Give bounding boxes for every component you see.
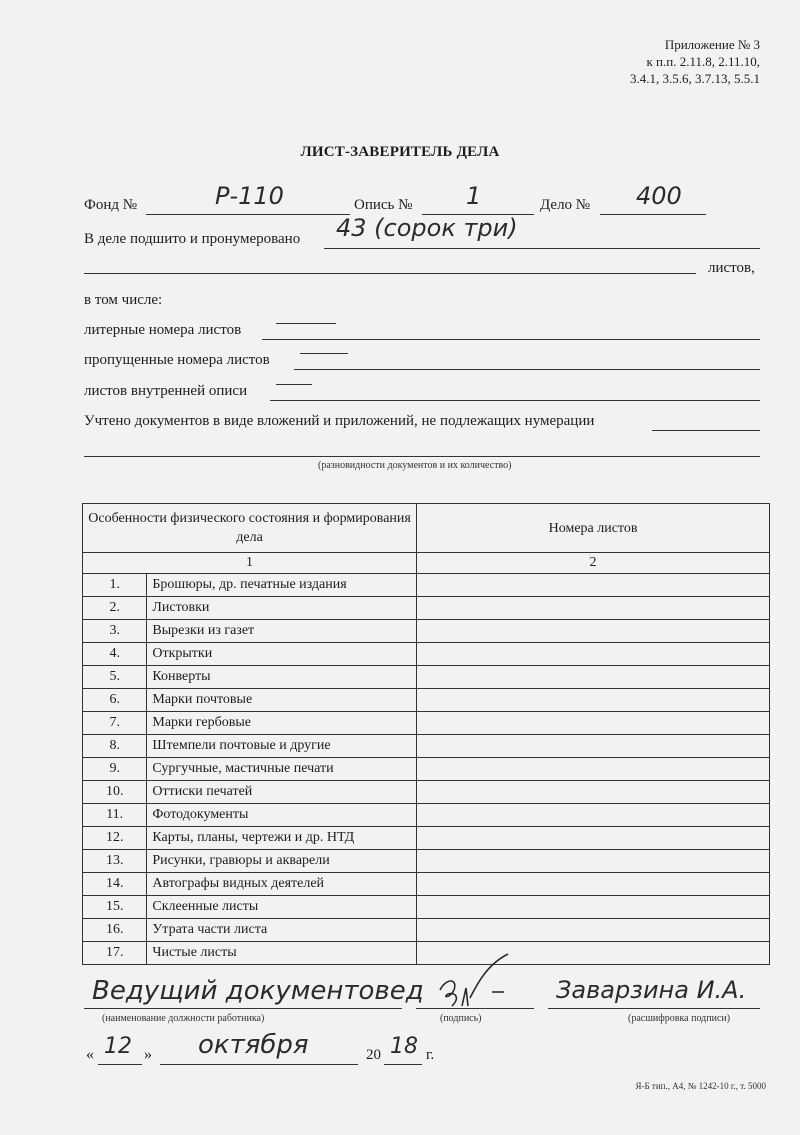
row-sheet-numbers: [417, 781, 770, 804]
missing-dash-mark: [300, 353, 348, 354]
name-value: Заварзина И.А.: [556, 976, 747, 1004]
table-row: [83, 574, 770, 597]
table-row: [83, 689, 770, 712]
row-feature: Карты, планы, чертежи и др. НТД: [147, 827, 417, 850]
table-row: [83, 942, 770, 965]
missing-field: [294, 349, 760, 370]
liter-dash-mark: [276, 323, 336, 324]
year-suffix: 18: [390, 1034, 418, 1059]
appendix-reference: [500, 36, 760, 87]
table-row: [83, 597, 770, 620]
row-sheet-numbers: [417, 735, 770, 758]
handwritten-signature: [432, 948, 524, 1018]
name-caption: (расшифровка подписи): [628, 1013, 731, 1024]
row-feature: Сургучные, мастичные печати: [147, 758, 417, 781]
row-sheet-numbers: [417, 804, 770, 827]
liter-field: [262, 319, 760, 340]
row-sheet-numbers: [417, 850, 770, 873]
row-number: 11.: [83, 804, 147, 827]
table-header-row: [83, 504, 770, 553]
row-sheet-numbers: [417, 919, 770, 942]
row-number: 12.: [83, 827, 147, 850]
row-sheet-numbers: [417, 689, 770, 712]
opis-value: 1: [466, 182, 482, 210]
appendix-line-2: к п.п. 2.11.8, 2.11.10,: [646, 54, 760, 69]
row-number: 7.: [83, 712, 147, 735]
position-caption: (наименование должности работника): [102, 1013, 265, 1024]
row-sheet-numbers: [417, 712, 770, 735]
row-feature: Штемпели почтовые и другие: [147, 735, 417, 758]
row-sheet-numbers: [417, 597, 770, 620]
numbered-value: 43 (сорок три): [336, 214, 518, 242]
table-row: [83, 896, 770, 919]
row-sheet-numbers: [417, 643, 770, 666]
row-number: 4.: [83, 643, 147, 666]
numbered-label: В деле подшито и пронумеровано: [84, 231, 301, 247]
month-value: октября: [198, 1030, 309, 1060]
row-number: 8.: [83, 735, 147, 758]
attachments-label: Учтено документов в виде вложений и приложений, не подлежащих нумерации: [84, 413, 595, 429]
col2-number: 2: [417, 553, 770, 574]
row-sheet-numbers: [417, 574, 770, 597]
position-value: Ведущий документовед: [92, 976, 424, 1006]
row-sheet-numbers: [417, 666, 770, 689]
row-feature: Марки почтовые: [147, 689, 417, 712]
numbered-field-continued: [84, 253, 696, 274]
row-feature: Утрата части листа: [147, 919, 417, 942]
inner-dash-mark: [276, 384, 312, 385]
row-sheet-numbers: [417, 896, 770, 919]
signature-caption: (подпись): [440, 1013, 482, 1024]
missing-label: пропущенные номера листов: [84, 352, 270, 368]
row-number: 9.: [83, 758, 147, 781]
appendix-line-3: 3.4.1, 3.5.6, 3.7.13, 5.5.1: [630, 71, 760, 86]
row-feature: Конверты: [147, 666, 417, 689]
table-row: [83, 758, 770, 781]
row-sheet-numbers: [417, 873, 770, 896]
table-row: [83, 804, 770, 827]
table-row: [83, 827, 770, 850]
inner-label: листов внутренней описи: [84, 383, 248, 399]
row-sheet-numbers: [417, 758, 770, 781]
year-unit: г.: [426, 1047, 435, 1063]
row-number: 2.: [83, 597, 147, 620]
row-sheet-numbers: [417, 620, 770, 643]
row-number: 6.: [83, 689, 147, 712]
attachments-field: [652, 410, 760, 431]
row-number: 16.: [83, 919, 147, 942]
row-sheet-numbers: [417, 827, 770, 850]
table-row: [83, 735, 770, 758]
row-number: 1.: [83, 574, 147, 597]
table-row: [83, 620, 770, 643]
table-number-row: [83, 553, 770, 574]
fond-label: Фонд №: [84, 197, 138, 213]
row-feature: Рисунки, гравюры и акварели: [147, 850, 417, 873]
liter-label: литерные номера листов: [84, 322, 242, 338]
print-note: Я-Б тип., А4, № 1242-10 г., т. 5000: [635, 1081, 766, 1091]
row-feature: Чистые листы: [147, 942, 417, 965]
appendix-line-1: Приложение № 3: [664, 37, 760, 52]
row-feature: Марки гербовые: [147, 712, 417, 735]
date-quote-open: «: [86, 1046, 94, 1063]
physical-state-table: [82, 503, 770, 965]
day-value: 12: [104, 1034, 132, 1059]
col1-header: Особенности физического состояния и формирования дела: [83, 504, 417, 553]
attachments-caption: (разновидности документов и их количество): [318, 460, 512, 471]
including-label: в том числе:: [84, 292, 163, 308]
opis-label: Опись №: [354, 197, 413, 213]
table-row: [83, 850, 770, 873]
document-title: ЛИСТ-ЗАВЕРИТЕЛЬ ДЕЛА: [300, 144, 500, 160]
row-feature: Открытки: [147, 643, 417, 666]
row-feature: Брошюры, др. печатные издания: [147, 574, 417, 597]
row-number: 10.: [83, 781, 147, 804]
row-feature: Оттиски печатей: [147, 781, 417, 804]
fond-value: Р-110: [215, 182, 284, 210]
row-number: 14.: [83, 873, 147, 896]
sheets-word: листов,: [708, 260, 755, 276]
col2-header: Номера листов: [417, 504, 770, 553]
row-number: 13.: [83, 850, 147, 873]
table-row: [83, 919, 770, 942]
inner-field: [270, 380, 760, 401]
row-feature: Склеенные листы: [147, 896, 417, 919]
row-feature: Вырезки из газет: [147, 620, 417, 643]
row-feature: Фотодокументы: [147, 804, 417, 827]
row-feature: Листовки: [147, 597, 417, 620]
col1-number: 1: [83, 553, 417, 574]
row-number: 15.: [83, 896, 147, 919]
row-number: 17.: [83, 942, 147, 965]
table-row: [83, 873, 770, 896]
delo-value: 400: [636, 182, 682, 210]
table-row: [83, 781, 770, 804]
attachments-field-continued: [84, 436, 760, 457]
table-row: [83, 666, 770, 689]
table-row: [83, 712, 770, 735]
row-feature: Автографы видных деятелей: [147, 873, 417, 896]
date-quote-close: »: [144, 1046, 152, 1063]
row-number: 5.: [83, 666, 147, 689]
row-number: 3.: [83, 620, 147, 643]
delo-label: Дело №: [540, 197, 591, 213]
year-prefix: 20: [366, 1047, 381, 1063]
table-row: [83, 643, 770, 666]
